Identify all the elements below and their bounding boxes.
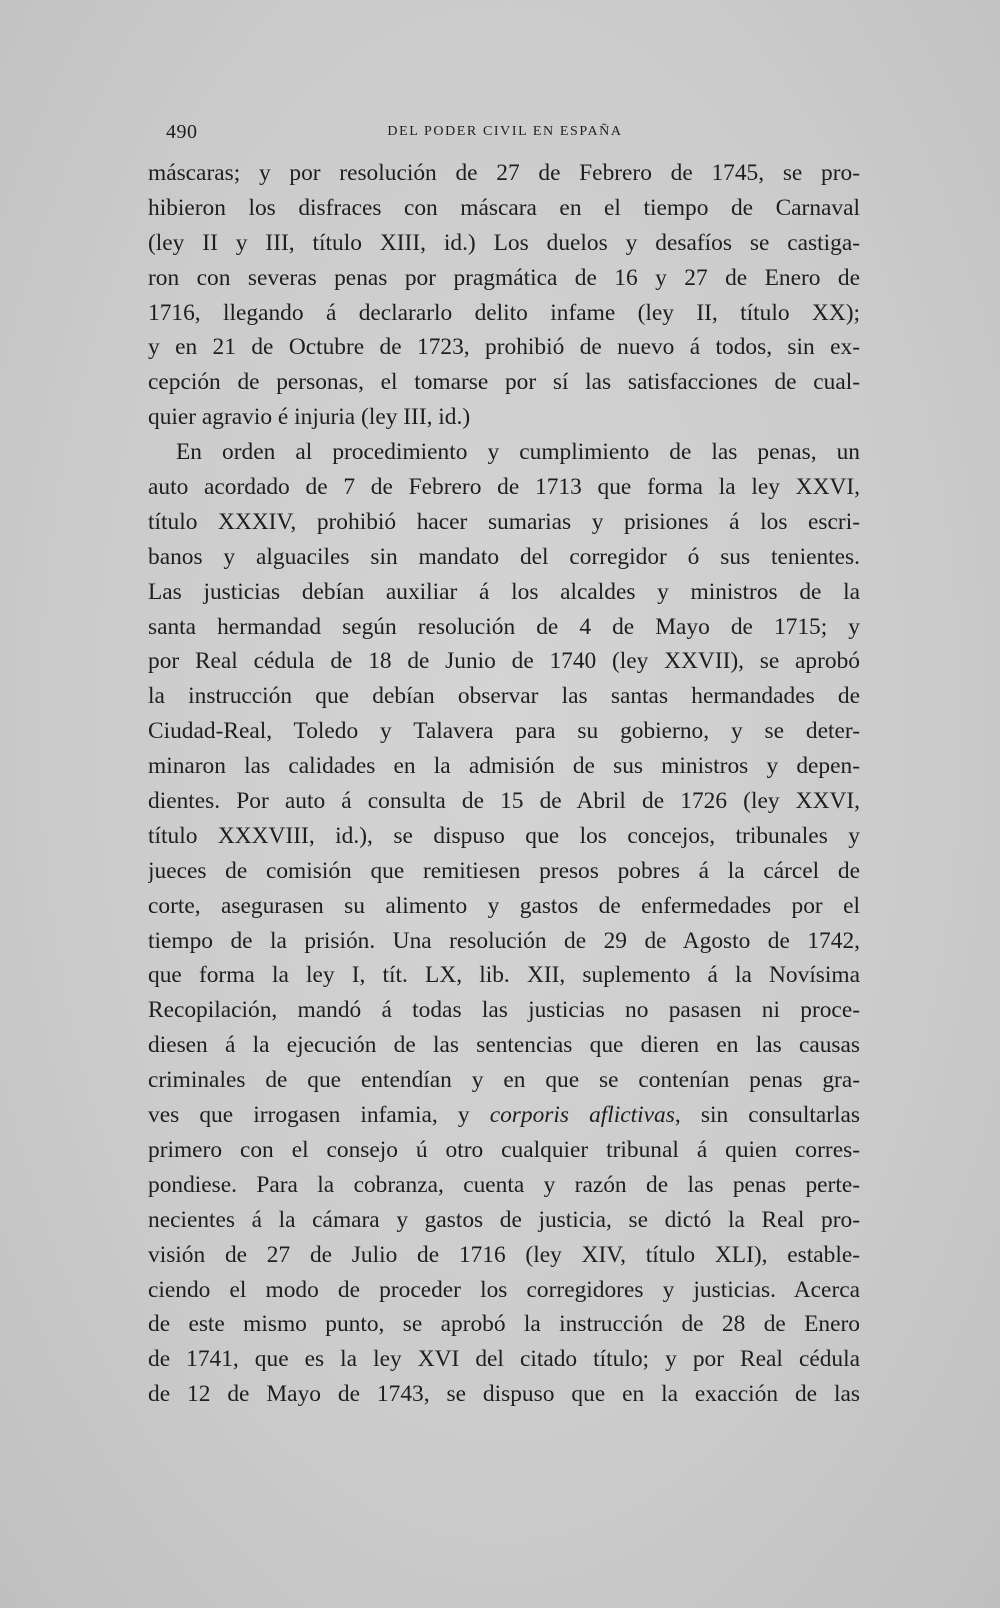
text-line: diesen á la ejecución de las sentencias que dieren en las causas — [148, 1032, 860, 1059]
text-line: criminales de que entendían y en que se contenían penas gra- — [148, 1067, 860, 1094]
text-line: título XXXIV, prohibió hacer sumarias y prisiones á los escri- — [148, 508, 860, 535]
italic-text: corporis aflictivas — [489, 1102, 675, 1129]
text-line: ves que irrogasen infamia, y corporis aflictivas, sin consultarlas — [148, 1102, 860, 1129]
text-line: Recopilación, mandó á todas las justicias no pasasen ni proce- — [148, 997, 860, 1024]
text-line: ron con severas penas por pragmática de 16 y 27 de Enero de — [148, 264, 860, 291]
text-line: dientes. Por auto á consulta de 15 de Abril de 1726 (ley XXVI, — [148, 788, 860, 815]
text-line: corte, asegurasen su alimento y gastos de enfermedades por el — [148, 892, 860, 919]
text-line: la instrucción que debían observar las santas hermandades de — [148, 683, 860, 710]
text-line: que forma la ley I, tít. LX, lib. XII, suplemento á la Novísima — [148, 962, 860, 989]
text-line: de 12 de Mayo de 1743, se dispuso que en la exacción de las — [148, 1381, 860, 1408]
text-line: primero con el consejo ú otro cualquier tribunal á quien corres- — [148, 1136, 860, 1163]
page-number: 490 — [166, 121, 198, 143]
text-line: máscaras; y por resolución de 27 de Febrero de 1745, se pro- — [148, 160, 860, 186]
text-line: Las justicias debían auxiliar á los alcaldes y ministros de la — [148, 578, 860, 605]
text-line: cepción de personas, el tomarse por sí las satisfacciones de cual- — [148, 369, 860, 396]
text-line: necientes á la cámara y gastos de justicia, se dictó la Real pro- — [148, 1206, 860, 1233]
text-line: minaron las calidades en la admisión de sus ministros y depen- — [148, 753, 860, 780]
text-line: hibieron los disfraces con máscara en el tiempo de Carnaval — [148, 194, 860, 221]
text-line: pondiese. Para la cobranza, cuenta y razón de las penas perte- — [148, 1171, 860, 1198]
text-line: título XXXVIII, id.), se dispuso que los concejos, tribunales y — [148, 822, 860, 849]
text-line: 1716, llegando á declararlo delito infame (ley II, título XX); — [148, 299, 860, 326]
text-line: jueces de comisión que remitiesen presos pobres á la cárcel de — [148, 857, 860, 884]
text-line: por Real cédula de 18 de Junio de 1740 (ley XXVII), se aprobó — [148, 648, 860, 675]
text-line: ciendo el modo de proceder los corregidores y justicias. Acerca — [148, 1276, 860, 1303]
text-line: auto acordado de 7 de Febrero de 1713 que forma la ley XXVI, — [148, 474, 860, 501]
page-header — [150, 121, 860, 147]
text-line: En orden al procedimiento y cumplimiento de las penas, un — [176, 439, 860, 466]
text-line: Ciudad-Real, Toledo y Talavera para su gobierno, y se deter- — [148, 718, 860, 745]
text-line: santa hermandad según resolución de 4 de Mayo de 1715; y — [148, 613, 860, 640]
text-line: tiempo de la prisión. Una resolución de 29 de Agosto de 1742, — [148, 927, 860, 954]
text-line: visión de 27 de Julio de 1716 (ley XIV, título XLI), estable- — [148, 1241, 860, 1268]
text-line: banos y alguaciles sin mandato del corregidor ó sus tenientes. — [148, 543, 860, 570]
body-text — [148, 156, 860, 1412]
text-line: y en 21 de Octubre de 1723, prohibió de nuevo á todos, sin ex- — [148, 334, 860, 361]
text-line: (ley II y III, título XIII, id.) Los duelos y desafíos se castiga- — [148, 229, 860, 256]
running-title: DEL PODER CIVIL EN ESPAÑA — [387, 124, 623, 139]
text-line: de 1741, que es la ley XVI del citado título; y por Real cédula — [148, 1346, 860, 1373]
text-line: de este mismo punto, se aprobó la instrucción de 28 de Enero — [148, 1311, 860, 1338]
text-line: quier agravio é injuria (ley III, id.) — [148, 404, 471, 431]
